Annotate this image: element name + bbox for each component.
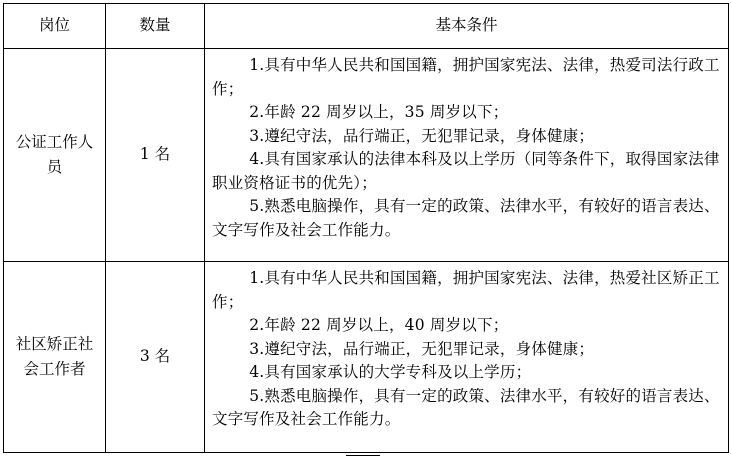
position-name: 社区矫正社会工作者 bbox=[15, 335, 94, 378]
position-name: 公证工作人员 bbox=[15, 133, 94, 176]
condition-item: 3.遵纪守法，品行端正，无犯罪记录，身体健康； bbox=[249, 126, 595, 145]
recruitment-table-container bbox=[3, 3, 728, 453]
header-position: 岗位 bbox=[4, 4, 106, 49]
table-row bbox=[4, 49, 729, 262]
count-cell: 3 名 bbox=[106, 262, 205, 453]
count-cell: 1 名 bbox=[106, 49, 205, 262]
condition-item: 3.遵纪守法，品行端正，无犯罪记录，身体健康； bbox=[249, 339, 595, 358]
condition-item: 4.具有国家承认的法律本科及以上学历（同等条件下，取得国家法律职业资格证书的优先）； bbox=[212, 150, 720, 192]
header-conditions: 基本条件 bbox=[205, 4, 729, 49]
condition-item: 1.具有中华人民共和国国籍，拥护国家宪法、法律，热爱司法行政工作； bbox=[212, 56, 720, 98]
condition-item: 2.年龄 22 周岁以上，40 周岁以下； bbox=[249, 316, 509, 334]
position-cell bbox=[4, 262, 106, 453]
condition-item: 5.熟悉电脑操作，具有一定的政策、法律水平，有较好的语言表达、文字写作及社会工作能力。 bbox=[212, 386, 720, 428]
table-header-row bbox=[4, 4, 729, 49]
position-cell bbox=[4, 49, 106, 262]
condition-item: 4.具有国家承认的大学专科及以上学历； bbox=[249, 363, 532, 381]
condition-item: 5.熟悉电脑操作，具有一定的政策、法律水平，有较好的语言表达、文字写作及社会工作能力。 bbox=[212, 197, 720, 239]
condition-item: 2.年龄 22 周岁以上，35 周岁以下； bbox=[249, 103, 509, 121]
table-row bbox=[4, 262, 729, 453]
page-edge-mark bbox=[346, 455, 380, 458]
recruitment-table bbox=[3, 3, 729, 453]
header-count: 数量 bbox=[106, 4, 205, 49]
conditions-cell bbox=[205, 49, 729, 262]
condition-item: 1.具有中华人民共和国国籍，拥护国家宪法、法律，热爱社区矫正工作； bbox=[212, 269, 720, 311]
conditions-cell bbox=[205, 262, 729, 453]
